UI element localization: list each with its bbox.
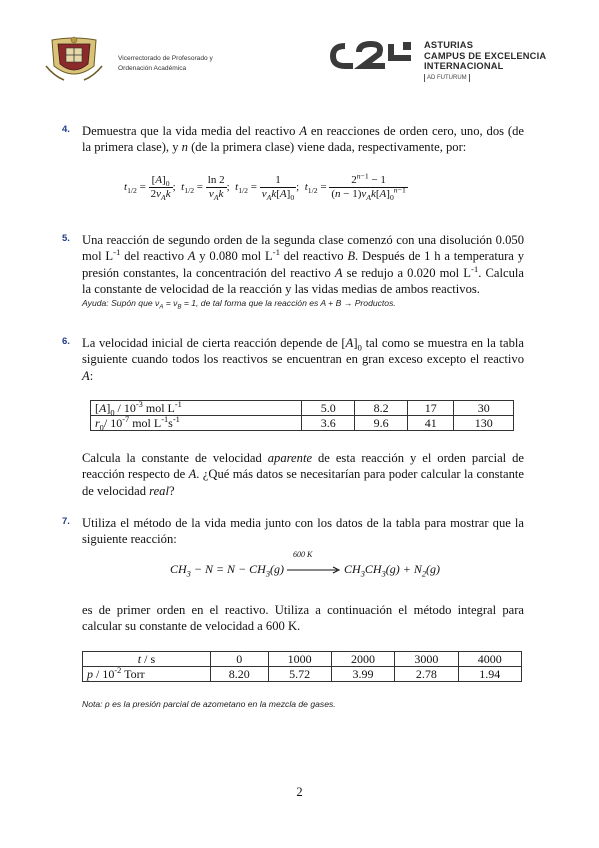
- table-cell: 2.78: [395, 667, 458, 682]
- campus-excelencia-label: ASTURIAS CAMPUS DE EXCELENCIA INTERNACIONAL: [424, 40, 547, 72]
- table-cell: 8.2: [355, 401, 408, 416]
- table-cell: 3000: [395, 652, 458, 667]
- question-text: es de primer orden en el reactivo. Utiliza a continuación el método integral para calcular su constante de velocidad a 600 K.: [82, 603, 524, 634]
- question-number: 4.: [62, 124, 70, 135]
- half-life-formulas: $t_{1/2}$ = $\frac{[A]_0}{2\nu_Ak}$ ; $t_{1/2}$ = $\frac{\ln 2}{\nu_Ak}$ ; $t_{1/2}$ = $\frac{1}{\nu_Ak[A]_0}$ ; $t_{1/2}$ = $\frac{2^{n-1} - 1}{(n - 1)\nu_Ak[A]_0^{n-1}}$: [124, 171, 406, 203]
- page-number: 2: [296, 785, 303, 799]
- table-cell: 130: [454, 416, 514, 431]
- footnote: Nota: p es la presión parcial de azometano en la mezcla de gases.: [82, 699, 336, 709]
- table-row: [83, 667, 522, 682]
- table-cell: 1000: [268, 652, 331, 667]
- table-row: [91, 416, 514, 431]
- table-row: [91, 401, 514, 416]
- table-cell: 0: [210, 652, 268, 667]
- table-cell: 30: [454, 401, 514, 416]
- table-header-concentration: $[A]_0 / 10^{-3}$ mol $L^{-1}$: [91, 401, 302, 416]
- table-cell: 17: [408, 401, 454, 416]
- question-text: Una reacción de segundo orden de la segunda clase comenzó con una disolución 0.050 mol $L^{-1}$ del reactivo A y 0.080 mol $L^{-1}$ del reactivo B. Después de 1 h a temperatura y presión constantes, la concentración del reactivo A se redujo a 0.020 mol $L^{-1}$. Calcula la constante de velocidad de la reacción y las vidas medias de ambos reactivos. Ayuda: Supón que $\nu_A = \nu_B = 1$, de tal forma que la reacción es A + B → Productos.: [82, 233, 524, 311]
- table-cell: 3.6: [302, 416, 355, 431]
- university-seal-icon: [44, 36, 104, 84]
- table-cell: 2000: [331, 652, 394, 667]
- reaction-arrow-icon: [287, 566, 341, 574]
- question-number: 7.: [62, 516, 70, 527]
- table-header-rate: $r_0/$ $10^{-7}$ mol $L^{-1}s^{-1}$: [91, 416, 302, 431]
- question-text: Calcula la constante de velocidad aparente de esta reacción y el orden parcial de reacción respecto de A. ¿Qué más datos se necesitarían para poder calcular la constante de velocidad real?: [82, 451, 524, 498]
- hint-text: Ayuda: Supón que $\nu_A = \nu_B = 1$, de tal forma que la reacción es A + B → Productos.: [82, 297, 396, 311]
- table-row: [83, 652, 522, 667]
- question-number: 5.: [62, 233, 70, 244]
- table-cell: 9.6: [355, 416, 408, 431]
- campus-logo-icon: [329, 38, 419, 72]
- rate-table: [90, 400, 514, 431]
- question-text: Utiliza el método de la vida media junto con los datos de la tabla para mostrar que la siguiente reacción:: [82, 516, 524, 547]
- table-cell: 3.99: [331, 667, 394, 682]
- table-cell: 1.94: [458, 667, 521, 682]
- table-cell: 5.72: [268, 667, 331, 682]
- table-cell: 41: [408, 416, 454, 431]
- question-number: 6.: [62, 336, 70, 347]
- table-cell: 4000: [458, 652, 521, 667]
- table-cell: 5.0: [302, 401, 355, 416]
- question-text: Demuestra que la vida media del reactivo A en reacciones de orden cero, uno, dos (de la primera clase), y n (de la primera clase) viene dada, respectivamente, por:: [82, 124, 524, 155]
- pressure-table: [82, 651, 522, 682]
- vicerrectorado-label: Vicerrectorado de Profesorado y Ordenación Académica: [118, 55, 213, 72]
- question-text: La velocidad inicial de cierta reacción depende de $[A]_0$ tal como se muestra en la tabla siguiente cuando todos los reactivos se encuentran en gran exceso excepto el reactivo A:: [82, 336, 524, 383]
- page-header: [0, 0, 599, 100]
- ad-futurum-tag: AD FUTURUM: [424, 74, 470, 82]
- table-header-pressure: p / $10^{-2}$ Torr: [83, 667, 211, 682]
- table-header-time: t / s: [83, 652, 211, 667]
- table-cell: 8.20: [210, 667, 268, 682]
- azomethane-reaction: $CH_3 - N = N - CH_3(g)$ 600 K $CH_3CH_3(g) + N_2(g)$: [170, 549, 441, 579]
